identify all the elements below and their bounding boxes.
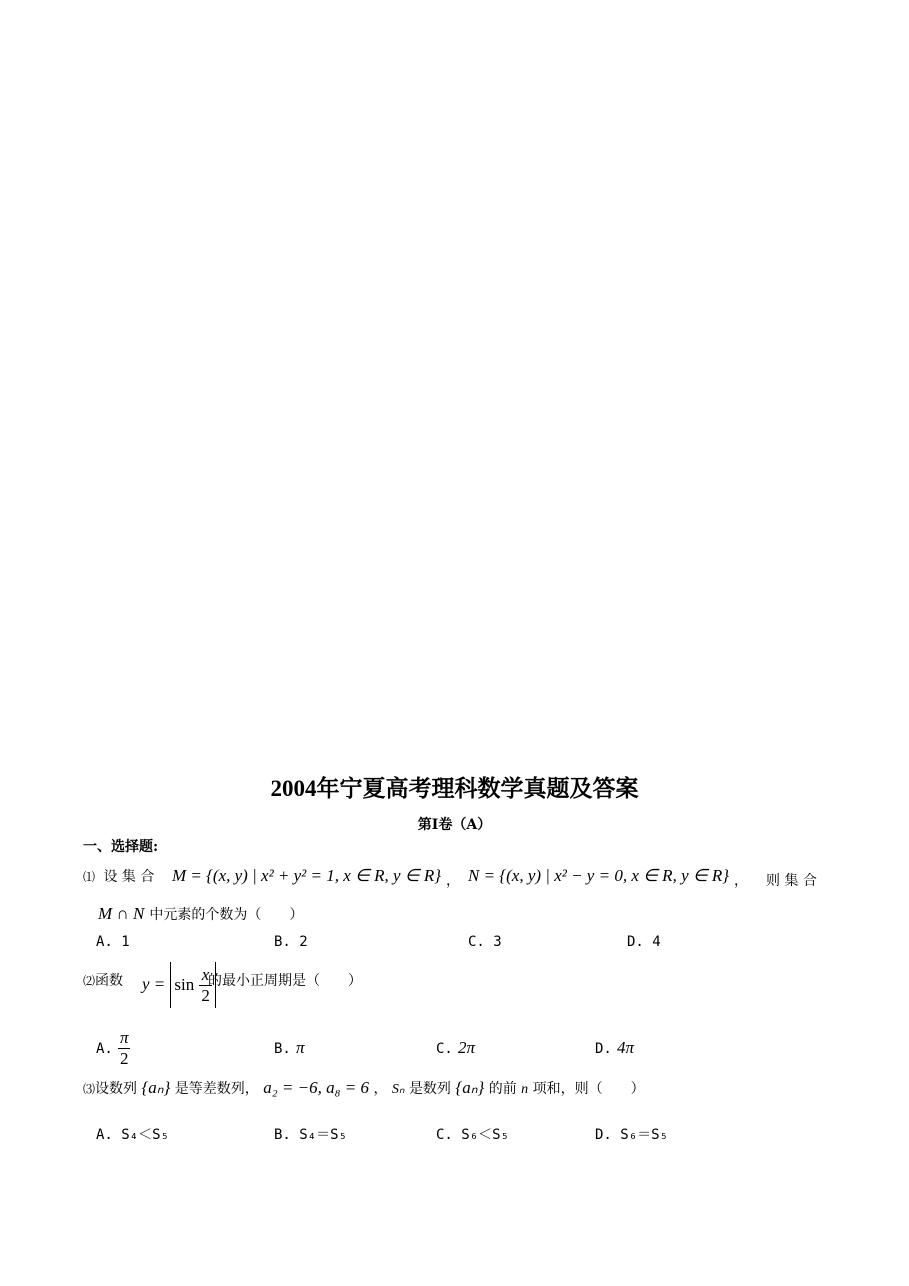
question-text: 是数列: [408, 1081, 451, 1097]
fraction-denominator: 2: [119, 1049, 129, 1068]
option-a: [96, 1028, 130, 1069]
question-lead: 设数列: [95, 1081, 138, 1097]
question-2-tail: 的最小正周期是（ ）: [208, 973, 362, 989]
option-fraction: [118, 1028, 131, 1069]
option-b: [274, 1038, 304, 1058]
partial-sum-symbol: Sₙ: [391, 1082, 405, 1097]
question-text: 是等差数列，: [174, 1081, 259, 1097]
comma: ，: [734, 873, 748, 889]
comma: ，: [373, 1081, 388, 1097]
question-1-continuation: [98, 904, 303, 924]
question-number: ⑶: [83, 1082, 96, 1096]
sequence-symbol: {aₙ}: [455, 1078, 485, 1097]
question-lead: 函数: [95, 973, 124, 989]
question-number: ⑵: [83, 974, 96, 988]
question-3-line: [83, 1078, 645, 1098]
option-d: D. S₆＝S₅: [595, 1127, 669, 1143]
section-heading: 一、选择题:: [83, 839, 159, 855]
document-title: 2004年宁夏高考理科数学真题及答案: [270, 776, 639, 801]
option-b: B. 2: [274, 934, 308, 950]
question-2-line: [83, 970, 123, 990]
fraction-denominator: 2: [201, 986, 210, 1005]
function-prefix: y =: [142, 974, 166, 994]
option-a: A. S₄＜S₅: [96, 1127, 170, 1143]
option-c: [436, 1038, 475, 1058]
sequence-conditions: a₂ = −6, a₈ = 6: [263, 1078, 369, 1097]
set-m-formula: M = {(x, y) | x² + y² = 1, x ∈ R, y ∈ R}: [172, 866, 442, 885]
question-1-line: [83, 866, 154, 886]
option-letter: D.: [595, 1041, 612, 1057]
option-letter: B.: [274, 1041, 291, 1057]
paper-part-heading: 第Ⅰ卷（A）: [417, 817, 492, 833]
question-connector: 则 集 合: [766, 873, 817, 889]
set-n-formula: N = {(x, y) | x² − y = 0, x ∈ R, y ∈ R}: [468, 866, 730, 885]
option-d: D. 4: [627, 934, 661, 950]
sin-label: sin: [174, 975, 195, 994]
option-math: π: [295, 1038, 305, 1057]
question-text: 项和，则（ ）: [532, 1081, 645, 1097]
fraction-numerator: x: [199, 965, 212, 986]
intersection-formula: M ∩ N: [98, 904, 145, 923]
question-number: ⑴: [83, 870, 96, 884]
option-b: B. S₄＝S₅: [274, 1127, 348, 1143]
function-formula: [142, 962, 216, 1008]
n-symbol: n: [521, 1082, 529, 1097]
continuation-text: 中元素的个数为（ ）: [149, 907, 304, 923]
comma: ，: [446, 873, 460, 889]
question-text: 的前: [488, 1081, 517, 1097]
option-letter: A.: [96, 1041, 113, 1057]
option-d: [595, 1038, 634, 1058]
option-a: A. 1: [96, 934, 130, 950]
fraction-numerator: π: [119, 1028, 129, 1047]
option-c: C. 3: [468, 934, 502, 950]
option-math: 4π: [616, 1038, 634, 1057]
option-math: 2π: [457, 1038, 475, 1057]
question-lead: 设 集 合: [103, 869, 155, 885]
sequence-symbol: {aₙ}: [141, 1078, 171, 1097]
option-letter: C.: [436, 1041, 453, 1057]
option-c: C. S₆＜S₅: [436, 1127, 510, 1143]
